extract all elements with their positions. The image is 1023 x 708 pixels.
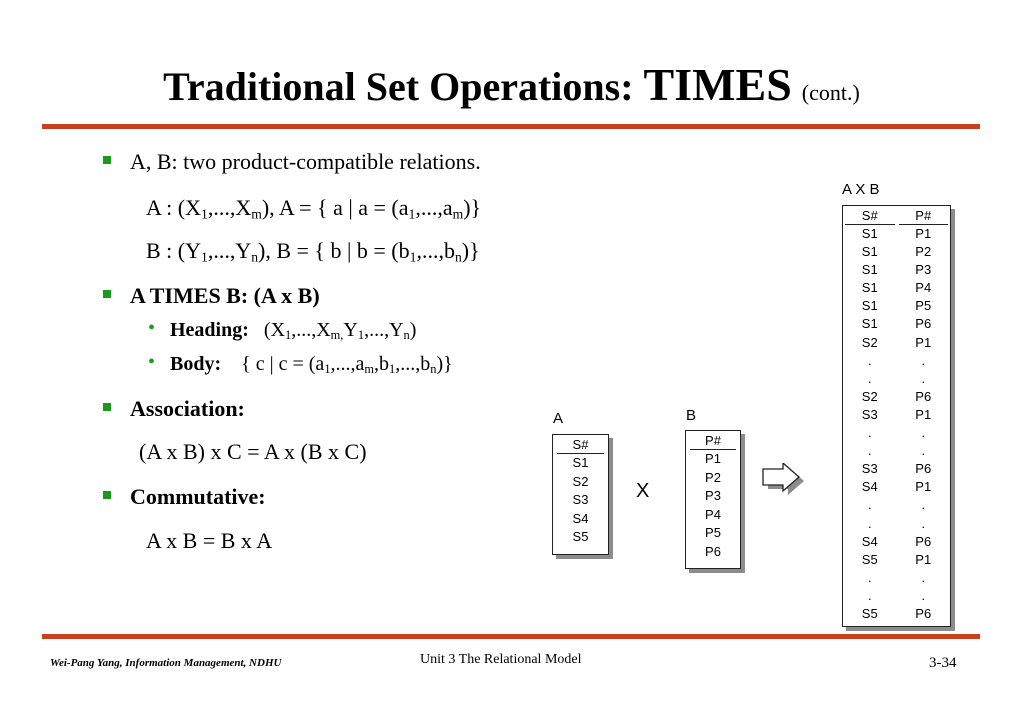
product-col1-cell: S3 bbox=[861, 461, 878, 477]
table-a-cell: S2 bbox=[572, 473, 589, 489]
table-b-cell: P5 bbox=[705, 525, 721, 541]
product-col1-cell: S1 bbox=[861, 298, 878, 314]
bullet-square-icon bbox=[103, 403, 111, 411]
slide-title bbox=[0, 58, 1023, 111]
heading-line: Heading: $(X_1,...,X_{m,}Y_1,...,Y_n)$ bbox=[170, 319, 417, 343]
product-col1-cell: S1 bbox=[861, 226, 878, 241]
table-b-header: P# bbox=[705, 433, 721, 448]
product-col1-cell: S4 bbox=[861, 533, 878, 549]
table-b-rows bbox=[686, 450, 740, 562]
product-col1-cell: S3 bbox=[861, 406, 878, 422]
product-table bbox=[842, 205, 951, 627]
product-col2-cell: P4 bbox=[915, 280, 932, 296]
table-b-cell: P1 bbox=[705, 451, 721, 466]
footer-page-number: 3-34 bbox=[929, 655, 957, 671]
table-a-cell: S4 bbox=[572, 510, 589, 526]
product-col1-cell: S1 bbox=[861, 316, 878, 332]
product-col2-cell: P1 bbox=[915, 334, 932, 350]
table-b-cell: P3 bbox=[705, 488, 721, 504]
product-col1-cell: S2 bbox=[861, 388, 878, 404]
table-a-rows bbox=[553, 454, 608, 547]
footer-author: Wei-Pang Yang, Information Management, NDHU bbox=[50, 657, 282, 669]
bullet-text-1: A, B: two product-compatible relations. bbox=[130, 149, 481, 174]
product-col1-cell: . bbox=[867, 443, 872, 459]
title-keyword: TIMES bbox=[643, 59, 792, 110]
bottom-rule bbox=[42, 634, 980, 639]
product-col2-cell: . bbox=[921, 515, 926, 531]
bullet-text-4: Commutative: bbox=[130, 484, 266, 509]
right-arrow-icon bbox=[760, 463, 810, 499]
product-col2-cell: P3 bbox=[915, 262, 932, 278]
table-a-cell: S1 bbox=[572, 455, 589, 470]
commutative-equation: A x B = B x A bbox=[146, 528, 273, 553]
product-col2-cell: P6 bbox=[915, 388, 932, 404]
association-equation: (A x B) x C = A x (B x C) bbox=[139, 439, 367, 464]
bullet-text-2: A TIMES B: (A x B) bbox=[130, 283, 320, 308]
product-col2-cell: . bbox=[921, 443, 926, 459]
relation-a-definition: A : $(X_1,...,X_m)$, A = { a | $a = (a_1,...,a_m)$} bbox=[146, 195, 482, 222]
product-col2-cell: P6 bbox=[915, 605, 932, 621]
times-symbol: X bbox=[636, 480, 650, 502]
product-col1-cell: S2 bbox=[861, 334, 878, 350]
product-col1-cell: . bbox=[867, 587, 872, 603]
product-col2-cell: . bbox=[921, 497, 926, 513]
product-col1-cell: S5 bbox=[861, 605, 878, 621]
product-col1-cell: S1 bbox=[861, 244, 878, 260]
table-b-cell: P4 bbox=[705, 506, 721, 522]
product-col2-cell: P6 bbox=[915, 316, 932, 332]
bullet-square-icon bbox=[103, 491, 111, 499]
product-col2-cell: . bbox=[921, 370, 926, 386]
table-a-cell: S5 bbox=[572, 529, 589, 545]
product-col2-cell: P6 bbox=[915, 533, 932, 549]
product-col2-cell: P1 bbox=[915, 226, 932, 241]
product-col1-cell: . bbox=[867, 569, 872, 585]
product-table-label: A X B bbox=[842, 181, 880, 198]
table-a-header: S# bbox=[572, 437, 589, 452]
title-suffix: (cont.) bbox=[801, 80, 860, 105]
product-col2-header: P# bbox=[915, 208, 932, 223]
product-col1-cell: . bbox=[867, 497, 872, 513]
product-col2-cell: P1 bbox=[915, 406, 932, 422]
table-a-label: A bbox=[553, 410, 564, 427]
product-col2-cell: P6 bbox=[915, 461, 932, 477]
product-col1-cell: S4 bbox=[861, 479, 878, 495]
table-a-cell: S3 bbox=[572, 492, 589, 508]
table-b-cell: P2 bbox=[705, 469, 721, 485]
product-col1-cell: S5 bbox=[861, 551, 878, 567]
bullet-dot-icon: • bbox=[148, 317, 156, 339]
product-col1-cell: S1 bbox=[861, 280, 878, 296]
product-col2-cell: P2 bbox=[915, 244, 932, 260]
product-col2-cell: P1 bbox=[915, 551, 932, 567]
relation-b-definition: B : $(Y_1,...,Y_n)$, B = { b | $b = (b_1,...,b_n)$} bbox=[146, 238, 480, 265]
product-col2-cell: P5 bbox=[915, 298, 932, 314]
body-line: Body: { c | $c = (a_1,...,a_m,b_1,...,b_n)$} bbox=[170, 353, 453, 377]
product-col1-cell: . bbox=[867, 515, 872, 531]
product-col1-cell: . bbox=[867, 352, 872, 368]
product-col1-header: S# bbox=[861, 208, 878, 223]
table-b-label: B bbox=[686, 407, 697, 424]
bullet-square-icon bbox=[103, 156, 111, 164]
bullet-square-icon bbox=[103, 290, 111, 298]
product-col1-cell: . bbox=[867, 370, 872, 386]
product-col1-cell: . bbox=[867, 425, 872, 441]
table-a bbox=[552, 434, 609, 555]
top-rule bbox=[42, 124, 980, 129]
product-col1-cell: S1 bbox=[861, 262, 878, 278]
table-b bbox=[685, 430, 741, 569]
product-col2-cell: . bbox=[921, 425, 926, 441]
footer-unit: Unit 3 The Relational Model bbox=[420, 652, 582, 667]
bullet-dot-icon: • bbox=[148, 351, 156, 373]
table-b-cell: P6 bbox=[705, 543, 721, 559]
product-col2-cell: P1 bbox=[915, 479, 932, 495]
product-col1 bbox=[843, 225, 897, 623]
product-col2-cell: . bbox=[921, 352, 926, 368]
product-col2 bbox=[897, 225, 951, 623]
product-col2-cell: . bbox=[921, 587, 926, 603]
product-col2-cell: . bbox=[921, 569, 926, 585]
bullet-text-3: Association: bbox=[130, 396, 245, 421]
title-main: Traditional Set Operations: bbox=[163, 64, 644, 109]
